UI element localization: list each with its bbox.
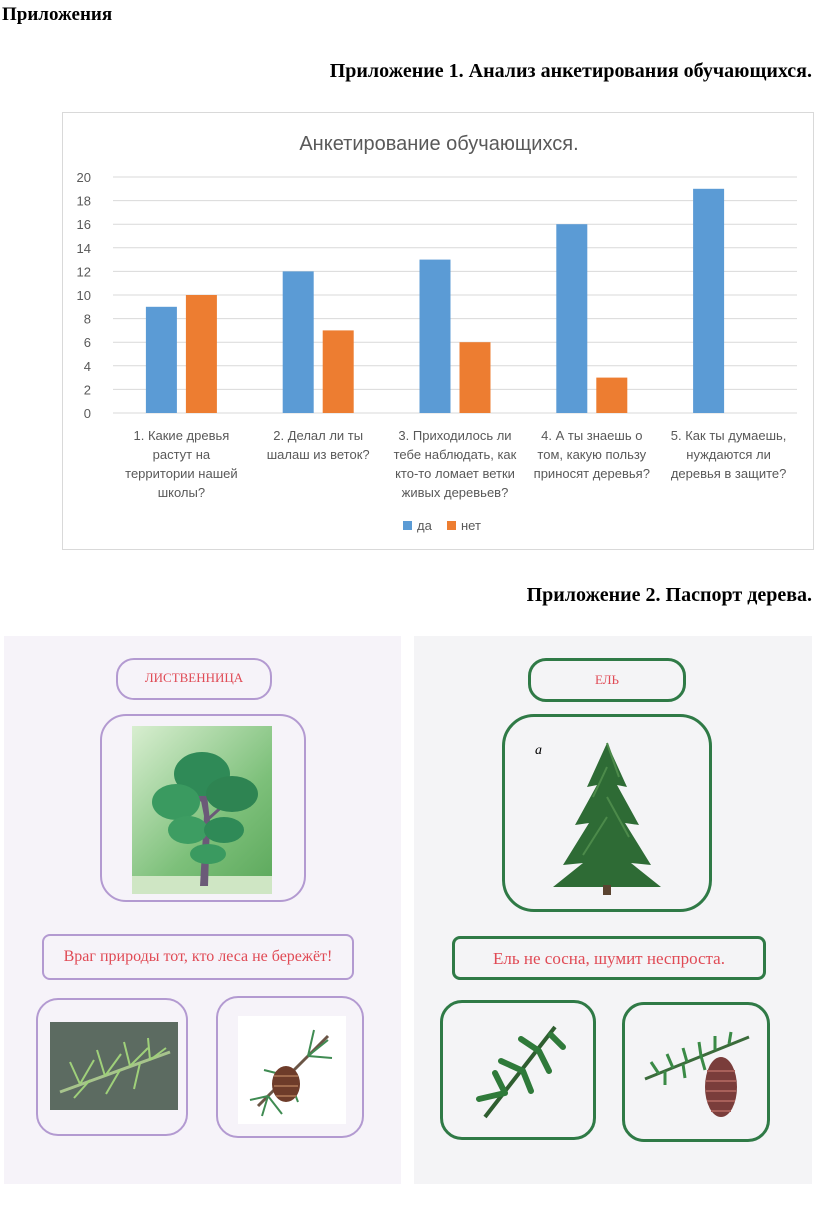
x-category-label: 4. А ты знаешь о том, какую пользу приносят деревья? — [533, 428, 650, 481]
larch-needles-icon — [50, 1022, 178, 1110]
bar-да-5 — [693, 189, 724, 413]
larch-cone-image — [238, 1016, 346, 1124]
spruce-cone-icon — [639, 1019, 759, 1129]
spruce-picture-frame — [502, 714, 712, 912]
larch-picture-frame — [100, 714, 306, 902]
bar-да-2 — [283, 271, 314, 413]
spruce-picture-letter: а — [535, 743, 542, 758]
larch-branch-frame — [36, 998, 188, 1136]
page-heading: Приложения — [2, 4, 113, 25]
chart-title: Анкетирование обучающихся. — [299, 133, 579, 155]
y-tick-label: 16 — [76, 217, 91, 233]
spruce-cone-image — [639, 1019, 759, 1129]
bar-нет-1 — [186, 295, 217, 413]
larch-name-frame — [116, 658, 272, 700]
appendix-2-title: Приложение 2. Паспорт дерева. — [526, 584, 812, 606]
bar-да-3 — [420, 260, 451, 413]
larch-name: ЛИСТВЕННИЦА — [144, 670, 244, 685]
appendix-1-title: Приложение 1. Анализ анкетирования обучающихся. — [329, 60, 812, 82]
y-tick-label: 18 — [76, 193, 91, 209]
bar-да-1 — [146, 307, 177, 413]
bar-да-4 — [556, 224, 587, 413]
spruce-branch-icon — [465, 1017, 577, 1127]
chart-svg — [63, 113, 815, 551]
spruce-tree-icon — [543, 737, 671, 897]
spruce-name-frame — [528, 658, 686, 702]
y-tick-label: 6 — [83, 335, 91, 351]
y-tick-label: 14 — [76, 240, 91, 256]
y-tick-label: 0 — [83, 406, 91, 421]
legend-swatch — [447, 521, 456, 530]
larch-tree-icon — [132, 726, 272, 894]
spruce-proverb: Ель не сосна, шумит неспроста. — [493, 949, 725, 968]
x-category-label: 1. Какие древья растут на территории нашей школы? — [125, 428, 238, 500]
x-category-label: 2. Делал ли ты шалаш из веток? — [266, 428, 370, 462]
spruce-branch-image — [465, 1017, 577, 1127]
larch-proverb-frame — [42, 934, 354, 980]
bar-нет-3 — [460, 342, 491, 413]
bar-нет-4 — [596, 378, 627, 413]
x-category-label: 3. Приходилось ли тебе наблюдать, как кто-то ломает ветки живых деревьев? — [393, 428, 517, 500]
y-tick-label: 4 — [83, 358, 91, 374]
spruce-name: ЕЛЬ — [594, 672, 620, 687]
x-category-label: 5. Как ты думаешь, нуждаются ли деревья в защите? — [670, 428, 787, 481]
larch-cone-frame — [216, 996, 364, 1138]
spruce-passport-photo — [414, 636, 812, 1184]
larch-tree-image — [132, 726, 272, 894]
y-tick-label: 20 — [76, 170, 91, 185]
larch-cone-icon — [238, 1016, 346, 1124]
spruce-proverb-frame — [452, 936, 766, 980]
y-tick-label: 10 — [76, 288, 91, 303]
y-tick-label: 8 — [83, 311, 91, 327]
larch-proverb: Враг природы тот, кто леса не бережёт! — [63, 948, 333, 965]
legend-swatch — [403, 521, 412, 530]
y-tick-label: 12 — [76, 264, 91, 280]
larch-branch-image — [50, 1022, 178, 1110]
survey-chart — [62, 112, 814, 550]
spruce-branch-frame — [440, 1000, 596, 1140]
spruce-cone-frame — [622, 1002, 770, 1142]
bar-нет-2 — [323, 330, 354, 413]
larch-passport-photo — [4, 636, 401, 1184]
y-tick-label: 2 — [83, 382, 91, 398]
legend-label: нет — [461, 518, 481, 533]
spruce-tree-image — [543, 737, 671, 897]
legend-label: да — [417, 518, 432, 533]
